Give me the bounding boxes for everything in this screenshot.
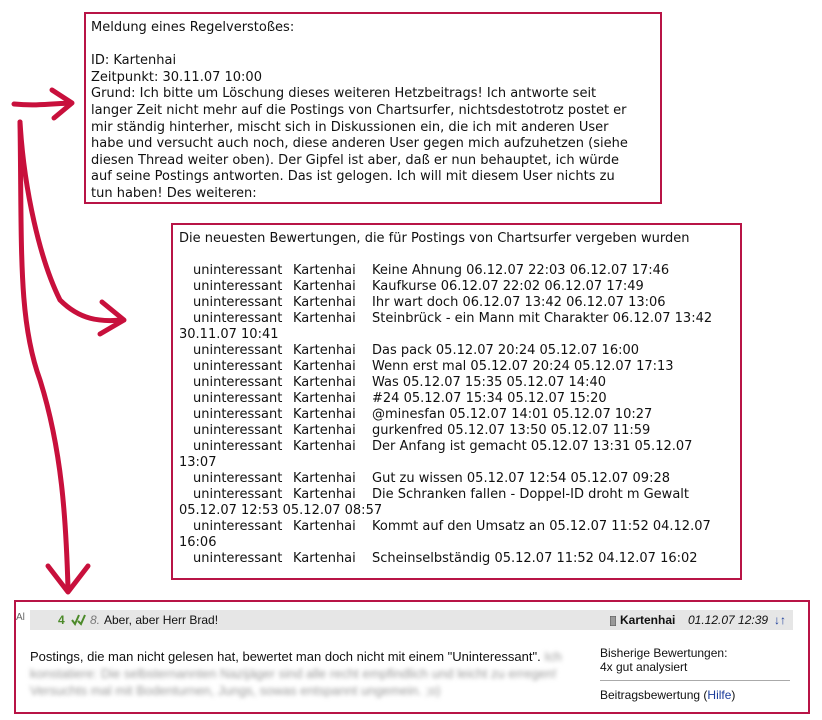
- report-line: ID: Kartenhai: [91, 53, 177, 69]
- posting-title[interactable]: Aber, aber Herr Brad!: [104, 613, 219, 627]
- rating-type: uninteressant: [193, 295, 283, 310]
- rating-posting: Steinbrück - ein Mann mit Charakter 06.12.07 13:42: [372, 311, 713, 326]
- posting-number: 8.: [90, 613, 101, 627]
- report-line: habe und versucht auch noch, diese anderen User gegen mich aufzuhetzen (siehe: [91, 136, 628, 152]
- cut-off-text: Al: [16, 612, 25, 623]
- arrow-to-report: [14, 103, 70, 105]
- nav-arrows[interactable]: ↓↑: [774, 613, 786, 627]
- rating-row-continuation: 13:07: [179, 455, 217, 470]
- rating-type: uninteressant: [193, 487, 283, 502]
- rating-type: uninteressant: [193, 311, 283, 326]
- rating-posting: Gut zu wissen 05.12.07 12:54 05.12.07 09:28: [372, 471, 671, 486]
- ratings-list: [179, 263, 734, 567]
- paren: ): [731, 688, 736, 702]
- posting-text: Postings, die man nicht gelesen hat, bewertet man doch nicht mit einem "Uninteressant".: [30, 649, 541, 664]
- help-link[interactable]: Hilfe: [707, 688, 732, 702]
- rating-user: Kartenhai: [293, 311, 356, 326]
- rating-posting: Die Schranken fallen - Doppel-ID droht m Gewalt: [372, 487, 689, 502]
- rating-user: Kartenhai: [293, 279, 356, 294]
- rating-posting: Scheinselbständig 05.12.07 11:52 04.12.07 16:02: [372, 551, 698, 566]
- rating-row-continuation: 05.12.07 12:53 05.12.07 08:57: [179, 503, 383, 518]
- rating-row: [179, 295, 734, 311]
- green-rating-icon: [70, 612, 86, 629]
- rating-type: uninteressant: [193, 263, 283, 278]
- rating-user: Kartenhai: [293, 439, 356, 454]
- rating-row: [179, 263, 734, 279]
- rating-row: [179, 343, 734, 359]
- rating-user: Kartenhai: [293, 375, 356, 390]
- posting-header: [30, 610, 793, 630]
- rating-posting: @minesfan 05.12.07 14:01 05.12.07 10:27: [372, 407, 653, 422]
- rating-posting: Wenn erst mal 05.12.07 20:24 05.12.07 17:13: [372, 359, 674, 374]
- posting-author[interactable]: Kartenhai: [620, 613, 676, 627]
- rating-row: [179, 439, 734, 455]
- rating-type: uninteressant: [193, 279, 283, 294]
- paren: (: [703, 688, 708, 702]
- rating-user: Kartenhai: [293, 487, 356, 502]
- rating-posting: Das pack 05.12.07 20:24 05.12.07 16:00: [372, 343, 640, 358]
- report-line: mir ständig hinterher, mischt sich in Diskussionen ein, die ich mit anderen User: [91, 119, 609, 135]
- rule-violation-report: [84, 12, 662, 204]
- rating-count: 4: [58, 613, 65, 627]
- report-line: diesen Thread weiter oben). Der Gipfel ist aber, daß er nun behauptet, ich würde: [91, 152, 620, 168]
- posting-text-blurred: Ich konstatiere: Die selbsternannten Nazijäger sind alle recht empfindlich und leicht zu erregen! Versuchts mal mit Bodenturnen, Jungs, sowas entspannt ungemein. ;o): [30, 649, 562, 698]
- rating-posting: Kommt auf den Umsatz an 05.12.07 11:52 04.12.07: [372, 519, 711, 534]
- rating-posting: Ihr wart doch 06.12.07 13:42 06.12.07 13:06: [372, 295, 666, 310]
- rating-user: Kartenhai: [293, 423, 356, 438]
- divider: [600, 680, 790, 681]
- rating-type: uninteressant: [193, 375, 283, 390]
- rating-type: uninteressant: [193, 471, 283, 486]
- rate-posting-label: Beitragsbewertung: [600, 688, 701, 702]
- rate-posting: [600, 688, 735, 702]
- rating-user: Kartenhai: [293, 359, 356, 374]
- rating-row: [179, 551, 734, 567]
- rating-posting: Keine Ahnung 06.12.07 22:03 06.12.07 17:46: [372, 263, 670, 278]
- report-line: [91, 37, 655, 54]
- posting-body: [30, 648, 570, 699]
- rating-type: uninteressant: [193, 551, 283, 566]
- rating-user: Kartenhai: [293, 471, 356, 486]
- rating-type: uninteressant: [193, 423, 283, 438]
- report-line: langer Zeit nicht mehr auf die Postings von Chartsurfer, nichtsdestotrotz postet er: [91, 102, 627, 118]
- rating-row: [179, 311, 734, 327]
- report-line: Grund: Ich bitte um Löschung dieses weiteren Hetzbeitrags! Ich antworte seit: [91, 86, 597, 102]
- rating-type: uninteressant: [193, 343, 283, 358]
- user-icon: [610, 615, 616, 629]
- ratings-title: Die neuesten Bewertungen, die für Postings von Chartsurfer vergeben wurden: [179, 231, 690, 246]
- latest-ratings-panel: [171, 223, 742, 580]
- rating-type: uninteressant: [193, 439, 283, 454]
- rating-user: Kartenhai: [293, 407, 356, 422]
- rating-posting: Was 05.12.07 15:35 05.12.07 14:40: [372, 375, 606, 390]
- ratings-so-far-value: 4x gut analysiert: [600, 660, 688, 674]
- rating-posting: Der Anfang ist gemacht 05.12.07 13:31 05.12.07: [372, 439, 693, 454]
- rating-posting: gurkenfred 05.12.07 13:50 05.12.07 11:59: [372, 423, 651, 438]
- rating-user: Kartenhai: [293, 551, 356, 566]
- ratings-so-far-label: Bisherige Bewertungen:: [600, 646, 728, 660]
- rating-row: [179, 359, 734, 375]
- rating-row: [179, 375, 734, 391]
- rating-user: Kartenhai: [293, 295, 356, 310]
- rating-posting: Kaufkurse 06.12.07 22:02 06.12.07 17:49: [372, 279, 644, 294]
- rating-type: uninteressant: [193, 359, 283, 374]
- rating-type: uninteressant: [193, 391, 283, 406]
- rating-row: [179, 471, 734, 487]
- rating-row: [179, 487, 734, 503]
- rating-row: [179, 407, 734, 423]
- rating-posting: #24 05.12.07 15:34 05.12.07 15:20: [372, 391, 607, 406]
- posting-datetime: 01.12.07 12:39: [688, 613, 769, 627]
- report-line: auf seine Postings antworten. Das ist gelogen. Ich will mit diesem User nichts zu: [91, 169, 615, 185]
- report-line: Meldung eines Regelverstoßes:: [91, 20, 295, 35]
- rating-user: Kartenhai: [293, 519, 356, 534]
- rating-row-continuation: 30.11.07 10:41: [179, 327, 279, 342]
- rating-row: [179, 519, 734, 535]
- report-line: Zeitpunkt: 30.11.07 10:00: [91, 69, 262, 85]
- report-line: tun haben! Des weiteren:: [91, 185, 257, 201]
- rating-user: Kartenhai: [293, 263, 356, 278]
- rating-user: Kartenhai: [293, 343, 356, 358]
- rating-row: [179, 391, 734, 407]
- rating-type: uninteressant: [193, 519, 283, 534]
- rating-type: uninteressant: [193, 407, 283, 422]
- rating-row-continuation: 16:06: [179, 535, 217, 550]
- rating-user: Kartenhai: [293, 391, 356, 406]
- forum-posting: [14, 600, 810, 714]
- rating-row: [179, 423, 734, 439]
- rating-row: [179, 279, 734, 295]
